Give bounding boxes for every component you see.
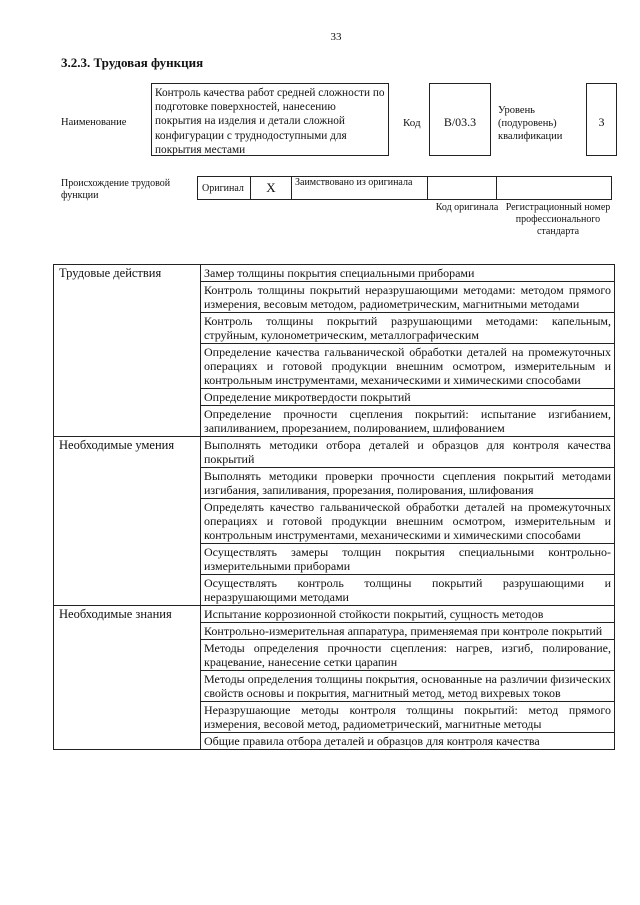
- origin-row: [198, 176, 612, 200]
- section-item: Определение микротвердости покрытий: [201, 389, 615, 406]
- section-item: Определение качества гальванической обработки деталей на промежуточных операциях и готовой продукции внешним осмотром, измерительным и контрольным инструментами, механическими и химическими способами: [201, 344, 615, 389]
- function-code: B/03.3: [429, 83, 491, 156]
- section-item: Общие правила отбора деталей и образцов для контроля качества: [201, 733, 615, 750]
- section-item: Выполнять методики проверки прочности сцепления покрытий методами изгибания, запиливания, прорезания, полирования, шлифования: [201, 468, 615, 499]
- registration-number-cell: [496, 176, 612, 200]
- section-label: Необходимые умения: [54, 437, 201, 606]
- origin-code-cell: [427, 176, 497, 200]
- section-item: Неразрушающие методы контроля толщины покрытий: метод прямого измерения, весовой метод, радиометрический, магнитные методы: [201, 702, 615, 733]
- level-label: Уровень (подуровень) квалификации: [498, 105, 563, 142]
- section-item: Замер толщины покрытия специальными приборами: [201, 265, 615, 282]
- competency-table-wrapper: [53, 264, 615, 905]
- section-item: Контрольно-измерительная аппаратура, применяемая при контроле покрытий: [201, 623, 615, 640]
- section-item: Осуществлять замеры толщин покрытия специальными контрольно-измерительными приборами: [201, 544, 615, 575]
- page-number: 33: [330, 31, 342, 43]
- qualification-level: 3: [586, 83, 617, 156]
- registration-number-caption: Регистрационный номер профессионального стандарта: [505, 202, 611, 237]
- section-item: Осуществлять контроль толщины покрытий разрушающими и неразрушающими методами: [201, 575, 615, 606]
- section-label: Необходимые знания: [54, 606, 201, 750]
- section-item: Методы определения толщины покрытия, основанные на различии физических свойств основы и покрытия, магнитный метод, метод вихревых токов: [201, 671, 615, 702]
- table-row: [54, 606, 615, 623]
- section-item: Определение прочности сцепления покрытий: испытание изгибанием, запиливанием, прорезанием, полированием, шлифованием: [201, 406, 615, 437]
- name-label: Наименование: [61, 117, 127, 128]
- section-heading: 3.2.3. Трудовая функция: [61, 55, 204, 70]
- section-item: Испытание коррозионной стойкости покрытий, сущность методов: [201, 606, 615, 623]
- borrowed-cell: Заимствовано из оригинала: [291, 176, 428, 200]
- table-row: [54, 437, 615, 468]
- origin-code-caption: Код оригинала: [435, 202, 499, 213]
- section-item: Контроль толщины покрытий неразрушающими методами: методом прямого измерения, весовым методом, радиометрическим, магнитными методами: [201, 282, 615, 313]
- code-label: Код: [403, 117, 421, 129]
- table-row: [54, 265, 615, 282]
- origin-label: Происхождение трудовой функции: [61, 178, 171, 201]
- section-item: Контроль толщины покрытий разрушающими методами: капельным, струйным, кулонометрическим, металлографическим: [201, 313, 615, 344]
- function-name: Контроль качества работ средней сложности по подготовке поверхностей, нанесению покрытия на изделия и детали сложной конфигурации с труднодоступными для покрытия местами: [151, 83, 389, 156]
- section-label: Трудовые действия: [54, 265, 201, 437]
- section-item: Выполнять методики отбора деталей и образцов для контроля качества покрытий: [201, 437, 615, 468]
- original-cell: Оригинал: [197, 176, 251, 200]
- section-item: Определять качество гальванической обработки деталей на промежуточных операциях и готовой продукции внешним осмотром, измерительным и контрольным инструментами, механическими и химическими способами: [201, 499, 615, 544]
- section-item: Методы определения прочности сцепления: нагрев, изгиб, полирование, крацевание, нанесение сетки царапин: [201, 640, 615, 671]
- competency-table: [53, 264, 615, 750]
- original-mark: X: [250, 176, 292, 200]
